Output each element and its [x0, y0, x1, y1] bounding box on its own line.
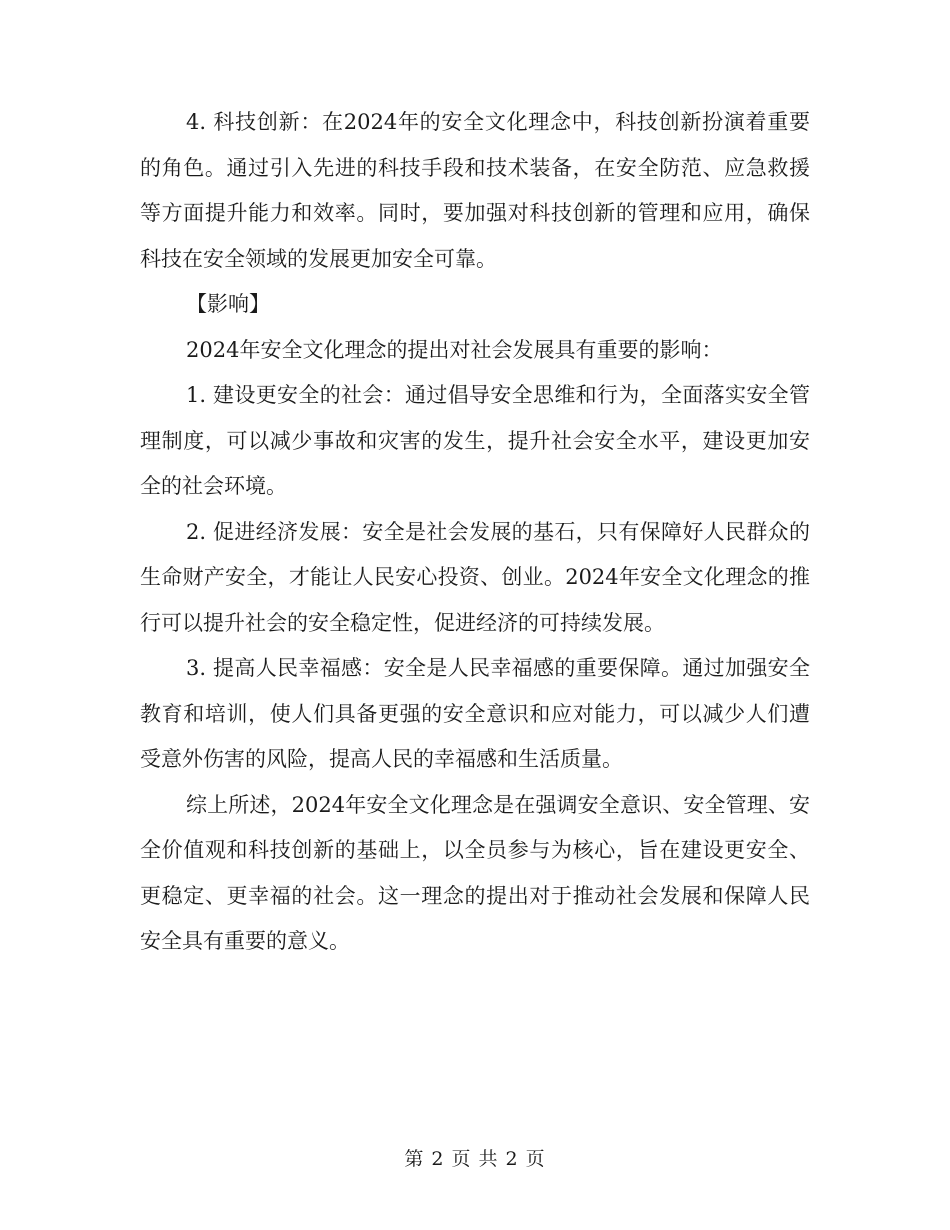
section-heading-impact: 【影响】	[186, 292, 270, 316]
page-number-footer: 第 2 页 共 2 页	[404, 1148, 546, 1170]
paragraph-impact-intro: 2024年安全文化理念的提出对社会发展具有重要的影响：	[186, 337, 723, 362]
paragraph-tech-innovation: 4. 科技创新：在2024年的安全文化理念中，科技创新扮演着重要的角色。通过引入先进的科技手段和技术装备，在安全防范、应急救援等方面提升能力和效率。同时，要加强对科技创新的管理和应用，确保科技在安全领域的发展更加安全可靠。	[140, 110, 810, 271]
paragraph-economic-development: 2. 促进经济发展：安全是社会发展的基石，只有保障好人民群众的生命财产安全，才能让人民安心投资、创业。2024年安全文化理念的推行可以提升社会的安全稳定性，促进经济的可持续发展。	[140, 519, 810, 635]
paragraph-happiness: 3. 提高人民幸福感：安全是人民幸福感的重要保障。通过加强安全教育和培训，使人们具备更强的安全意识和应对能力，可以减少人们遭受意外伤害的风险，提高人民的幸福感和生活质量。	[140, 656, 810, 771]
paragraph-conclusion: 综上所述，2024年安全文化理念是在强调安全意识、安全管理、安全价值观和科技创新的基础上，以全员参与为核心，旨在建设更安全、更稳定、更幸福的社会。这一理念的提出对于推动社会发展和保障人民安全具有重要的意义。	[140, 792, 810, 953]
document-body	[140, 100, 810, 965]
paragraph-safer-society: 1. 建设更安全的社会：通过倡导安全思维和行为，全面落实安全管理制度，可以减少事故和灾害的发生，提升社会安全水平，建设更加安全的社会环境。	[140, 383, 810, 498]
